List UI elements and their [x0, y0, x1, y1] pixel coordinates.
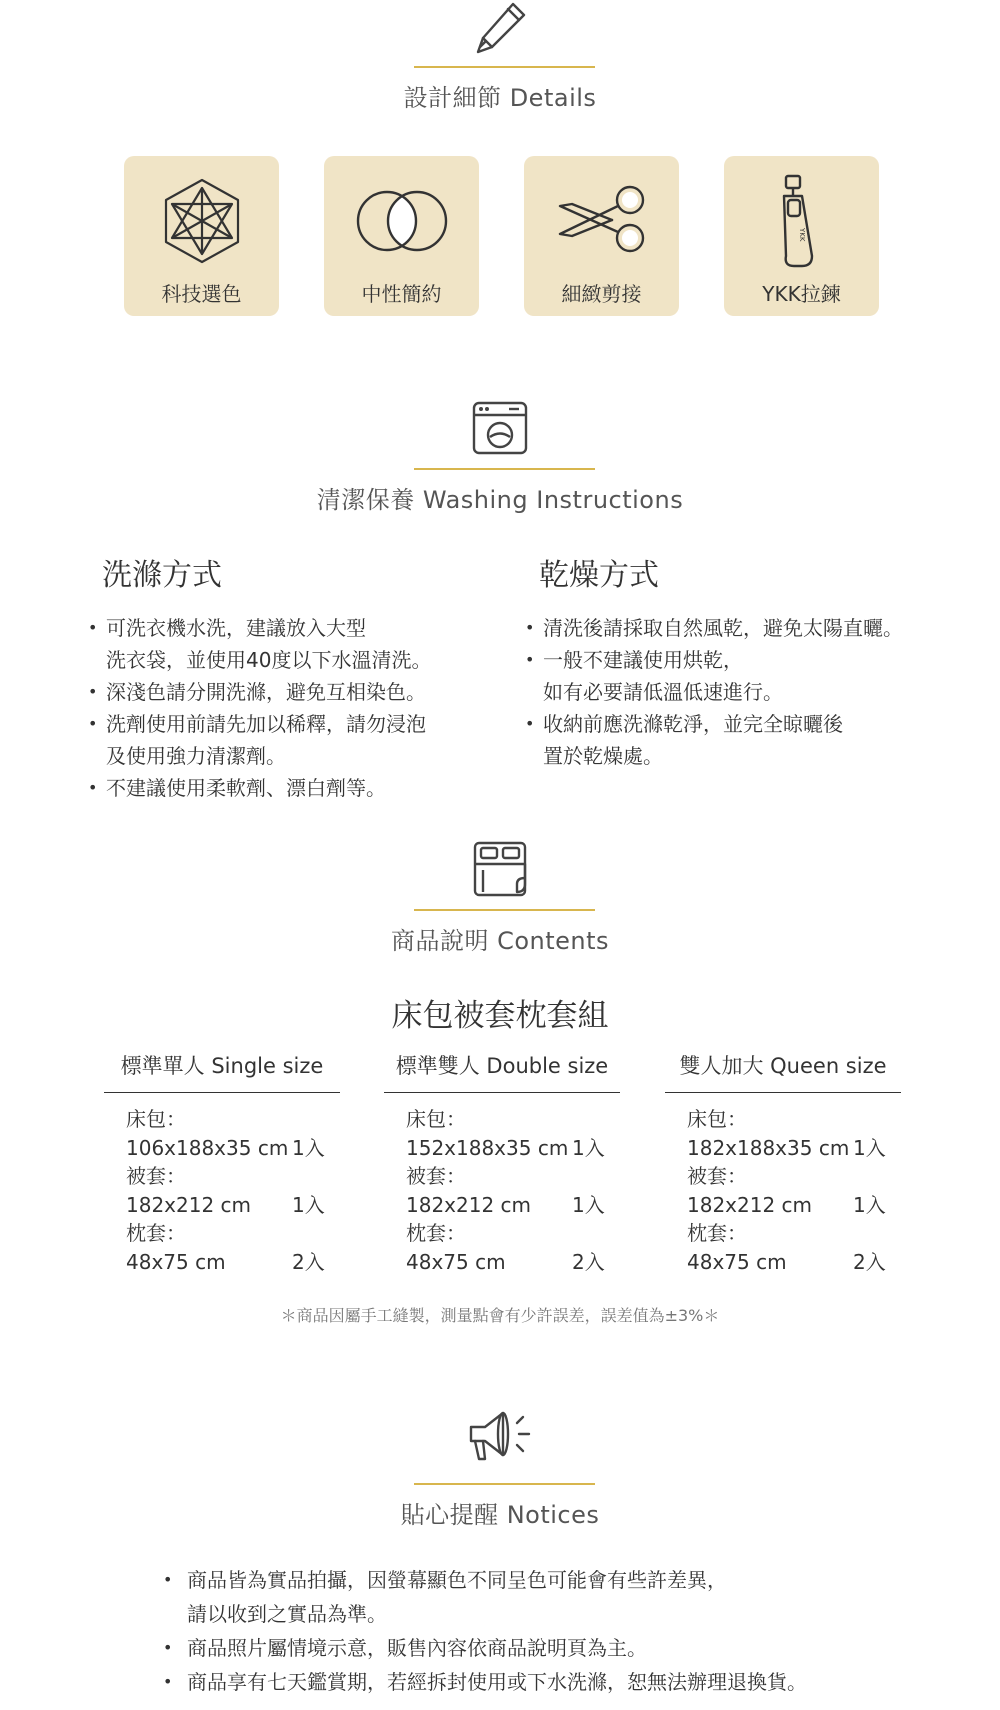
gold-divider	[414, 1483, 595, 1485]
list-item: • 清洗後請採取自然風乾，避免太陽直曬。	[525, 612, 903, 644]
gold-divider	[414, 909, 595, 911]
size-heading: 標準單人 Single size	[104, 1050, 340, 1093]
dry-method-list	[525, 612, 903, 772]
list-item: • 商品照片屬情境示意，販售內容依商品說明頁為主。	[163, 1631, 807, 1665]
wash-method-list	[88, 612, 431, 804]
size-row: 枕套：	[126, 1221, 186, 1245]
list-item: • 一般不建議使用烘乾， 如有必要請低溫低速進行。	[525, 644, 903, 708]
size-row: 被套：	[406, 1164, 466, 1188]
size-row: 48x75 cm 2入	[406, 1249, 605, 1274]
list-item: • 收納前應洗滌乾淨，並完全晾曬後 置於乾燥處。	[525, 708, 903, 772]
card-label: 中性簡約	[361, 282, 442, 306]
megaphone-icon	[463, 1405, 537, 1467]
detail-card-color	[124, 156, 279, 316]
size-column-single	[104, 1050, 340, 1276]
size-column-double	[384, 1050, 620, 1276]
detail-card-zipper	[724, 156, 879, 316]
details-title: 設計細節 Details	[403, 84, 597, 112]
notices-title: 貼心提醒 Notices	[400, 1501, 600, 1529]
contents-title: 商品說明 Contents	[390, 927, 610, 955]
size-column-queen	[665, 1050, 901, 1276]
pencil-icon	[472, 0, 528, 56]
size-row: 被套：	[687, 1164, 747, 1188]
size-row: 106x188x35 cm 1入	[126, 1135, 325, 1160]
zipper-icon	[772, 174, 832, 268]
list-item: • 商品皆為實品拍攝，因螢幕顯色不同呈色可能會有些許差異， 請以收到之實品為準。	[163, 1563, 807, 1631]
product-set-title: 床包被套枕套組	[391, 998, 609, 1034]
washing-machine-icon	[471, 400, 529, 456]
size-heading: 標準雙人 Double size	[384, 1050, 620, 1093]
wash-method-column	[88, 550, 431, 804]
hexagram-icon	[160, 176, 244, 266]
list-item: • 商品享有七天鑑賞期，若經拆封使用或下水洗滌，恕無法辦理退換貨。	[163, 1665, 807, 1699]
bed-icon	[472, 840, 528, 898]
detail-card-minimal	[324, 156, 479, 316]
svg-text:YKK: YKK	[797, 228, 806, 242]
size-row: 48x75 cm 2入	[126, 1249, 325, 1274]
size-row: 182x212 cm 1入	[126, 1192, 325, 1217]
size-row: 枕套：	[687, 1221, 747, 1245]
size-row: 床包：	[687, 1107, 747, 1131]
notices-list	[163, 1563, 807, 1699]
size-heading: 雙人加大 Queen size	[665, 1050, 901, 1093]
list-item: • 可洗衣機水洗，建議放入大型 洗衣袋，並使用40度以下水溫清洗。	[88, 612, 431, 676]
size-row: 床包：	[126, 1107, 186, 1131]
list-item: • 洗劑使用前請先加以稀釋，請勿浸泡 及使用強力清潔劑。	[88, 708, 431, 772]
list-item: • 不建議使用柔軟劑、漂白劑等。	[88, 772, 431, 804]
wash-method-heading: 洗滌方式	[102, 558, 222, 593]
size-row: 枕套：	[406, 1221, 466, 1245]
card-label: YKK拉鍊	[762, 282, 841, 306]
dry-method-column	[525, 550, 903, 772]
size-row: 182x212 cm 1入	[687, 1192, 886, 1217]
dry-method-heading: 乾燥方式	[539, 558, 659, 593]
scissors-icon	[552, 176, 652, 266]
card-label: 細緻剪接	[561, 282, 642, 306]
overlapping-circles-icon	[354, 176, 450, 266]
size-row: 182x188x35 cm 1入	[687, 1135, 886, 1160]
size-row: 被套：	[126, 1164, 186, 1188]
gold-divider	[414, 468, 595, 470]
size-row: 48x75 cm 2入	[687, 1249, 886, 1274]
size-row: 152x188x35 cm 1入	[406, 1135, 605, 1160]
size-row: 床包：	[406, 1107, 466, 1131]
card-label: 科技選色	[161, 282, 242, 306]
washing-title: 清潔保養 Washing Instructions	[316, 486, 684, 514]
size-row: 182x212 cm 1入	[406, 1192, 605, 1217]
measurement-footnote: ＊商品因屬手工縫製，測量點會有少許誤差，誤差值為±3%＊	[280, 1306, 720, 1325]
detail-card-tailoring	[524, 156, 679, 316]
list-item: • 深淺色請分開洗滌，避免互相染色。	[88, 676, 431, 708]
gold-divider	[414, 66, 595, 68]
